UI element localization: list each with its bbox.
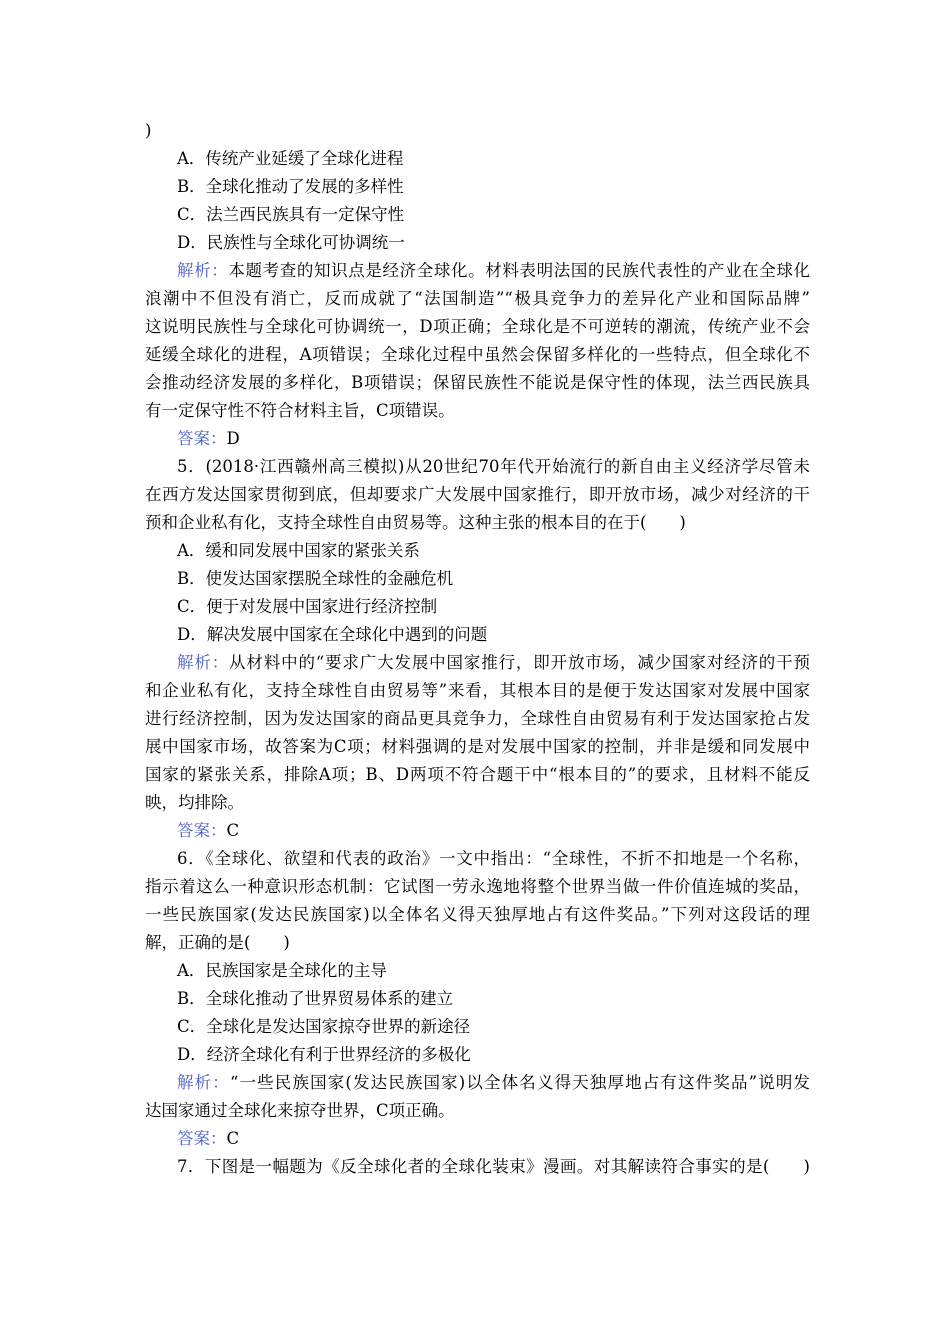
q4-analysis-line: 浪潮中不但没有消亡，反而成就了“法国制造”“极具竞争力的差异化产业和国际品牌” <box>145 289 810 308</box>
q7-stem-line: 7．下图是一幅题为《反全球化者的全球化装束》漫画。对其解读符合事实的是( ) <box>177 1157 810 1176</box>
q4-analysis-line: 延缓全球化的进程，A项错误；全球化过程中虽然会保留多样化的一些特点，但全球化不 <box>145 345 810 364</box>
answer-value: C <box>226 821 240 840</box>
q4-analysis-line: 有一定保守性不符合材料主旨，C项错误。 <box>145 401 455 420</box>
q5-analysis-line: 映，均排除。 <box>145 793 244 812</box>
q6-option-d: D．经济全球化有利于世界经济的多极化 <box>177 1045 471 1064</box>
q6-stem-line: 解，正确的是( ) <box>145 933 290 952</box>
analysis-label: 解析： <box>177 653 230 672</box>
q4-option-a: A．传统产业延缓了全球化进程 <box>177 149 404 168</box>
q5-answer <box>177 817 810 845</box>
q4-option-c: C．法兰西民族具有一定保守性 <box>177 205 405 224</box>
q5-stem-line: 5．(2018·江西赣州高三模拟)从20世纪70年代开始流行的新自由主义经济学尽管未 <box>177 457 810 476</box>
q4-analysis-line: 会推动经济发展的多样化，B项错误；保留民族性不能说是保守性的体现，法兰西民族具 <box>145 373 810 392</box>
q6-analysis-line: 达国家通过全球化来掠夺世界，C项正确。 <box>145 1101 455 1120</box>
q6-stem-line: 6．《全球化、欲望和代表的政治》一文中指出：“全球性，不折不扣地是一个名称， <box>177 849 810 868</box>
q6-stem-line: 一些民族国家(发达民族国家)以全体名义得天独厚地占有这件奖品。”下列对这段话的理 <box>145 905 810 924</box>
q5-option-d: D．解决发展中国家在全球化中遇到的问题 <box>177 625 488 644</box>
answer-label: 答案： <box>177 821 227 840</box>
q5-stem-line: 预和企业私有化，支持全球性自由贸易等。这种主张的根本目的在于( ) <box>145 513 686 532</box>
answer-label: 答案： <box>177 1129 227 1148</box>
q6-answer <box>177 1125 810 1153</box>
q6-option-c: C．全球化是发达国家掠夺世界的新途径 <box>177 1017 471 1036</box>
answer-label: 答案： <box>177 429 227 448</box>
q6-option-b: B．全球化推动了世界贸易体系的建立 <box>177 989 454 1008</box>
answer-value: C <box>226 1129 240 1148</box>
q6-analysis-line: 解析：“一些民族国家(发达民族国家)以全体名义得天独厚地占有这件奖品”说明发 <box>177 1073 811 1092</box>
q4-stem-tail: ) <box>145 121 152 140</box>
analysis-label: 解析： <box>177 261 229 280</box>
q4-analysis-line: 这说明民族性与全球化可协调统一，D项正确；全球化是不可逆转的潮流，传统产业不会 <box>145 317 810 336</box>
q5-analysis-line: 进行经济控制，因为发达国家的商品更具竞争力，全球性自由贸易有利于发达国家抢占发 <box>145 709 810 728</box>
answer-value: D <box>226 429 240 448</box>
q5-analysis-line: 展中国家市场，故答案为C项；材料强调的是对发展中国家的控制，并非是缓和同发展中 <box>145 737 810 756</box>
q5-option-b: B．使发达国家摆脱全球性的金融危机 <box>177 569 454 588</box>
q5-analysis-line: 和企业私有化，支持全球性自由贸易等”来看，其根本目的是便于发达国家对发展中国家 <box>145 681 810 700</box>
q5-analysis-line: 解析：从材料中的“要求广大发展中国家推行，即开放市场，减少国家对经济的干预 <box>177 653 810 672</box>
q5-option-c: C．便于对发展中国家进行经济控制 <box>177 597 438 616</box>
q4-option-d: D．民族性与全球化可协调统一 <box>177 233 405 252</box>
q5-stem-line: 在西方发达国家贯彻到底，但却要求广大发展中国家推行，即开放市场，减少对经济的干 <box>145 485 810 504</box>
q4-analysis-line: 解析：本题考查的知识点是经济全球化。材料表明法国的民族代表性的产业在全球化 <box>177 261 810 280</box>
q6-option-a: A．民族国家是全球化的主导 <box>177 961 387 980</box>
q6-stem-line: 指示着这么一种意识形态机制：它试图一劳永逸地将整个世界当做一件价值连城的奖品， <box>145 877 810 896</box>
q4-answer <box>177 425 810 453</box>
analysis-label: 解析： <box>177 1073 230 1092</box>
q5-option-a: A．缓和同发展中国家的紧张关系 <box>177 541 420 560</box>
q4-option-b: B．全球化推动了发展的多样性 <box>177 177 404 196</box>
q5-analysis-line: 国家的紧张关系，排除A项；B、D两项不符合题干中“根本目的”的要求，且材料不能反 <box>145 765 810 784</box>
